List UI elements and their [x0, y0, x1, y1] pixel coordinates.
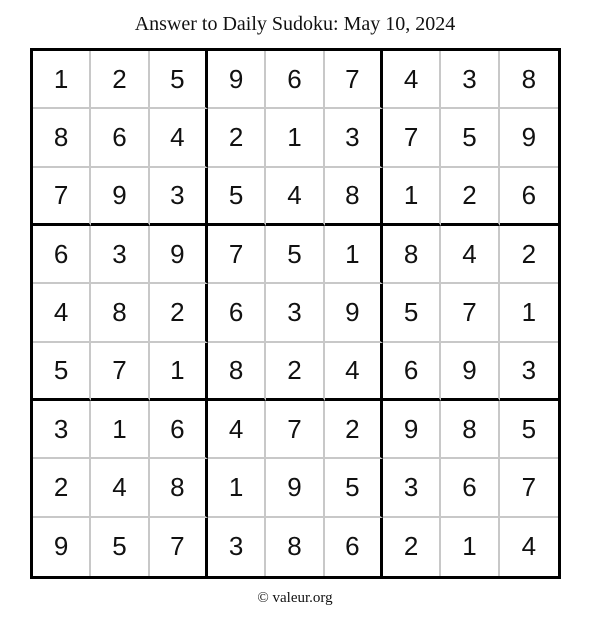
sudoku-cell: 3	[208, 518, 266, 576]
sudoku-cell: 6	[208, 284, 266, 342]
sudoku-cell: 8	[150, 459, 208, 517]
sudoku-cell: 2	[441, 168, 499, 226]
sudoku-cell: 4	[33, 284, 91, 342]
sudoku-board	[30, 48, 561, 579]
sudoku-cell: 9	[266, 459, 324, 517]
sudoku-cell: 3	[266, 284, 324, 342]
sudoku-cell: 1	[266, 109, 324, 167]
sudoku-cell: 5	[500, 401, 558, 459]
sudoku-cell: 7	[325, 51, 383, 109]
sudoku-cell: 3	[150, 168, 208, 226]
sudoku-cell: 6	[441, 459, 499, 517]
sudoku-cell: 1	[383, 168, 441, 226]
copyright-footer: © valeur.org	[257, 590, 333, 606]
sudoku-cell: 7	[33, 168, 91, 226]
sudoku-cell: 7	[150, 518, 208, 576]
sudoku-cell: 8	[500, 51, 558, 109]
sudoku-cell: 2	[91, 51, 149, 109]
sudoku-cell: 8	[208, 343, 266, 401]
sudoku-grid	[33, 51, 558, 576]
sudoku-cell: 6	[150, 401, 208, 459]
sudoku-cell: 3	[441, 51, 499, 109]
sudoku-cell: 5	[33, 343, 91, 401]
sudoku-cell: 3	[91, 226, 149, 284]
sudoku-cell: 5	[383, 284, 441, 342]
sudoku-cell: 4	[91, 459, 149, 517]
sudoku-cell: 1	[33, 51, 91, 109]
sudoku-cell: 1	[500, 284, 558, 342]
sudoku-cell: 4	[325, 343, 383, 401]
sudoku-cell: 2	[500, 226, 558, 284]
sudoku-cell: 6	[325, 518, 383, 576]
sudoku-cell: 4	[521, 531, 537, 562]
sudoku-cell: 5	[150, 51, 208, 109]
sudoku-cell: 7	[91, 343, 149, 401]
sudoku-cell: 3	[383, 459, 441, 517]
sudoku-cell: 6	[33, 226, 91, 284]
sudoku-cell: 1	[150, 343, 208, 401]
sudoku-cell: 4	[441, 226, 499, 284]
sudoku-cell: 4	[208, 401, 266, 459]
sudoku-cell: 1	[441, 518, 499, 576]
sudoku-cell: 3	[500, 343, 558, 401]
sudoku-cell: 7	[441, 284, 499, 342]
sudoku-cell: 2	[266, 343, 324, 401]
sudoku-cell: 8	[383, 226, 441, 284]
sudoku-cell: 1	[91, 401, 149, 459]
sudoku-cell: 2	[325, 401, 383, 459]
sudoku-cell: 2	[208, 109, 266, 167]
sudoku-cell: 5	[266, 226, 324, 284]
sudoku-cell: 6	[266, 51, 324, 109]
sudoku-cell: 9	[33, 518, 91, 576]
sudoku-cell: 2	[383, 518, 441, 576]
sudoku-cell: 6	[383, 343, 441, 401]
sudoku-cell: 5	[441, 109, 499, 167]
sudoku-cell: 2	[150, 284, 208, 342]
sudoku-cell: 9	[383, 401, 441, 459]
sudoku-cell: 8	[441, 401, 499, 459]
sudoku-cell: 4	[150, 109, 208, 167]
sudoku-cell: 2	[33, 459, 91, 517]
sudoku-cell: 5	[91, 518, 149, 576]
sudoku-cell: 9	[208, 51, 266, 109]
sudoku-cell: 9	[91, 168, 149, 226]
sudoku-cell: 7	[383, 109, 441, 167]
sudoku-cell: 1	[325, 226, 383, 284]
sudoku-cell: 8	[266, 518, 324, 576]
sudoku-cell: 5	[208, 168, 266, 226]
sudoku-cell: 7	[208, 226, 266, 284]
sudoku-cell: 5	[325, 459, 383, 517]
sudoku-cell: 4	[266, 168, 324, 226]
sudoku-cell: 7	[266, 401, 324, 459]
sudoku-cell: 7	[500, 459, 558, 517]
sudoku-cell: 6	[500, 168, 558, 226]
sudoku-cell: 3	[325, 109, 383, 167]
sudoku-cell: 6	[91, 109, 149, 167]
sudoku-cell: 9	[500, 109, 558, 167]
sudoku-cell: 8	[91, 284, 149, 342]
page-title: Answer to Daily Sudoku: May 10, 2024	[134, 13, 456, 35]
sudoku-cell: 8	[325, 168, 383, 226]
sudoku-cell: 1	[208, 459, 266, 517]
sudoku-cell: 9	[441, 343, 499, 401]
sudoku-cell: 8	[33, 109, 91, 167]
sudoku-cell: 9	[325, 284, 383, 342]
sudoku-cell: 3	[33, 401, 91, 459]
sudoku-cell: 4	[383, 51, 441, 109]
sudoku-cell: 9	[150, 226, 208, 284]
